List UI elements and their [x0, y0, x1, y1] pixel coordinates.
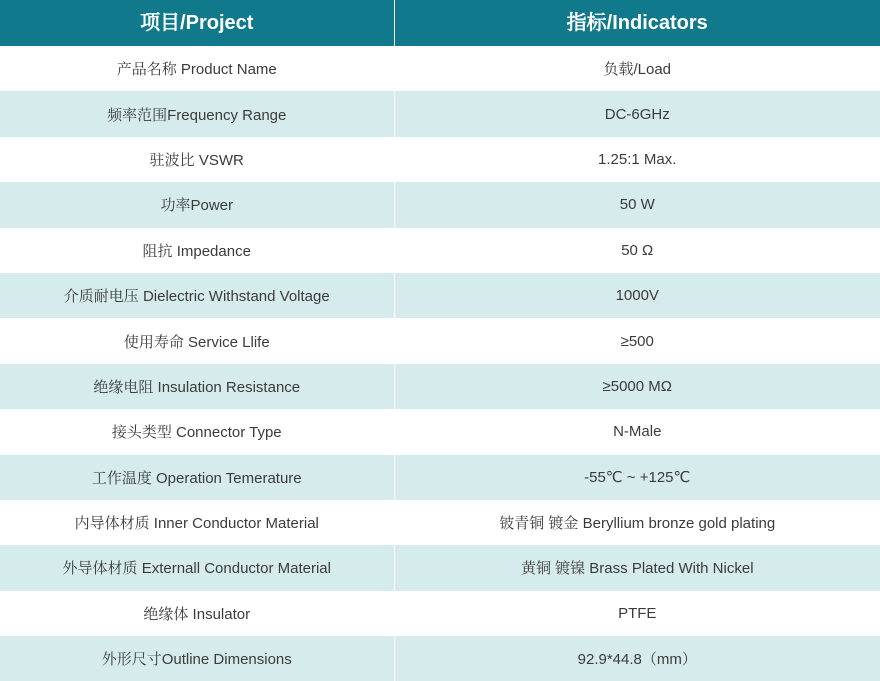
table-row: [0, 455, 880, 500]
cell-project: 绝缘电阻 Insulation Resistance: [0, 364, 394, 409]
cell-project: 功率Power: [0, 182, 394, 227]
table-header: [0, 0, 880, 46]
cell-indicator: ≥500: [394, 318, 880, 363]
cell-project: 外形尺寸Outline Dimensions: [0, 636, 394, 681]
cell-indicator: 负载/Load: [394, 46, 880, 91]
cell-indicator: DC-6GHz: [394, 91, 880, 136]
table-row: [0, 500, 880, 545]
cell-indicator: 1.25:1 Max.: [394, 137, 880, 182]
cell-project: 频率范围Frequency Range: [0, 91, 394, 136]
cell-indicator: 50 Ω: [394, 228, 880, 273]
cell-indicator: 铍青铜 镀金 Beryllium bronze gold plating: [394, 500, 880, 545]
column-header-project: 项目/Project: [0, 0, 394, 46]
table-row: [0, 364, 880, 409]
cell-indicator: -55℃ ~ +125℃: [394, 455, 880, 500]
table-row: [0, 273, 880, 318]
table-row: [0, 409, 880, 454]
cell-indicator: 黄铜 镀镍 Brass Plated With Nickel: [394, 545, 880, 590]
cell-indicator: PTFE: [394, 591, 880, 636]
cell-indicator: ≥5000 MΩ: [394, 364, 880, 409]
cell-indicator: 1000V: [394, 273, 880, 318]
cell-indicator: N-Male: [394, 409, 880, 454]
table-body: [0, 46, 880, 681]
table-row: [0, 137, 880, 182]
table-row: [0, 591, 880, 636]
cell-project: 工作温度 Operation Temerature: [0, 455, 394, 500]
cell-indicator: 50 W: [394, 182, 880, 227]
column-header-indicators: 指标/Indicators: [394, 0, 880, 46]
table-row: [0, 182, 880, 227]
cell-project: 绝缘体 Insulator: [0, 591, 394, 636]
cell-project: 介质耐电压 Dielectric Withstand Voltage: [0, 273, 394, 318]
cell-project: 阻抗 Impedance: [0, 228, 394, 273]
cell-project: 使用寿命 Service Llife: [0, 318, 394, 363]
table-row: [0, 545, 880, 590]
cell-project: 产品名称 Product Name: [0, 46, 394, 91]
table-header-row: [0, 0, 880, 46]
table-row: [0, 228, 880, 273]
cell-project: 外导体材质 Externall Conductor Material: [0, 545, 394, 590]
table-row: [0, 91, 880, 136]
table-row: [0, 636, 880, 681]
cell-indicator: 92.9*44.8（mm）: [394, 636, 880, 681]
cell-project: 接头类型 Connector Type: [0, 409, 394, 454]
table-row: [0, 46, 880, 91]
table-row: [0, 318, 880, 363]
cell-project: 驻波比 VSWR: [0, 137, 394, 182]
cell-project: 内导体材质 Inner Conductor Material: [0, 500, 394, 545]
